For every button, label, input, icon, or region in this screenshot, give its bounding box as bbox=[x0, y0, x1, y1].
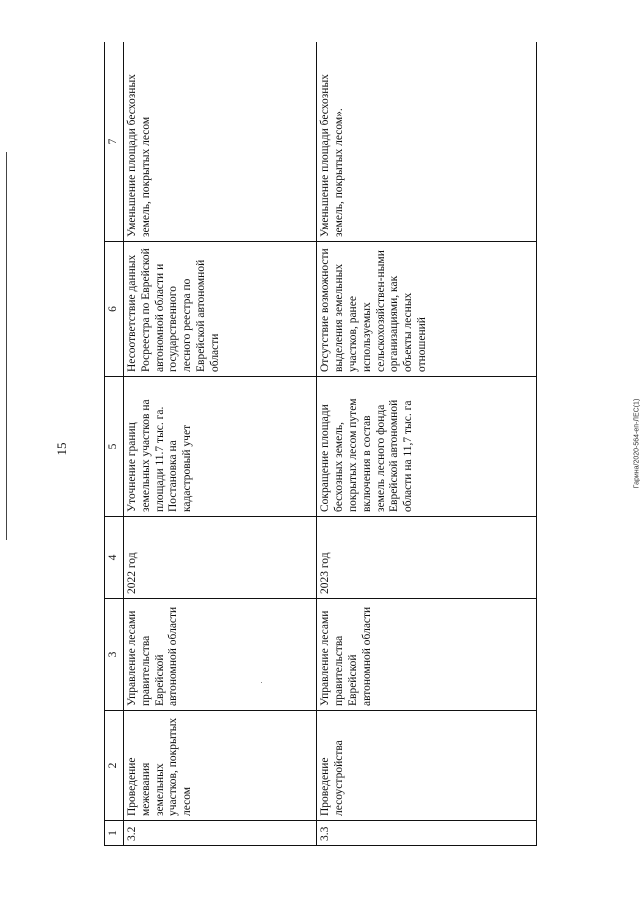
responsible-cell: Управление лесами правительства Еврейской автономной области bbox=[317, 599, 537, 711]
table-row bbox=[124, 42, 317, 846]
header-row bbox=[105, 42, 124, 846]
responsible-cell: Управление лесами правительства Еврейской автономной области bbox=[124, 599, 317, 711]
column-header-3: 3 bbox=[105, 599, 124, 711]
indicator-cell: Уменьшение площади бесхозных земель, покрытых лесом». bbox=[317, 42, 537, 242]
row-number-cell: 3.2 bbox=[124, 821, 317, 846]
measures-table bbox=[104, 42, 537, 846]
problem-cell: Отсутствие возможности выделения земельных участков, ранее используемых сельскохозяйствен-ными организациями, как объекты лесных отношений bbox=[317, 242, 537, 377]
column-header-1: 1 bbox=[105, 821, 124, 846]
expected-result-cell: Сокращение площади бесхозных земель, покрытых лесом путем включения в состав земель лесного фонда Еврейской автономной области на 11,7 тыс. га bbox=[317, 377, 537, 517]
column-header-4: 4 bbox=[105, 517, 124, 599]
page-number: 15 bbox=[54, 442, 69, 456]
measure-cell: Проведение лесоустройства bbox=[317, 711, 537, 821]
document-code: Гарина/2020-564-еп-ЛЕС(1) bbox=[633, 398, 640, 489]
deadline-cell: 2023 год bbox=[317, 517, 537, 599]
column-header-6: 6 bbox=[105, 242, 124, 377]
indicator-cell: Уменьшение площади бесхозных земель, покрытых лесом bbox=[124, 42, 317, 242]
measure-cell: Проведение межевания земельных участков, покрытых лесом bbox=[124, 711, 317, 821]
column-header-7: 7 bbox=[105, 42, 124, 242]
problem-cell: Несоответствие данных Росреестра по Еврейской автономной области и государственного лесного реестра по Еврейской автономной области bbox=[124, 242, 317, 377]
deadline-cell: 2022 год bbox=[124, 517, 317, 599]
table-row bbox=[317, 42, 537, 846]
table-container bbox=[104, 42, 537, 846]
expected-result-cell: Уточнение границ земельных участков на площади 11.7 тыс. га. Постановка на кадастровый учет bbox=[124, 377, 317, 517]
column-header-5: 5 bbox=[105, 377, 124, 517]
row-number-cell: 3.3 bbox=[317, 821, 537, 846]
column-header-2: 2 bbox=[105, 711, 124, 821]
margin-rule bbox=[6, 152, 7, 540]
